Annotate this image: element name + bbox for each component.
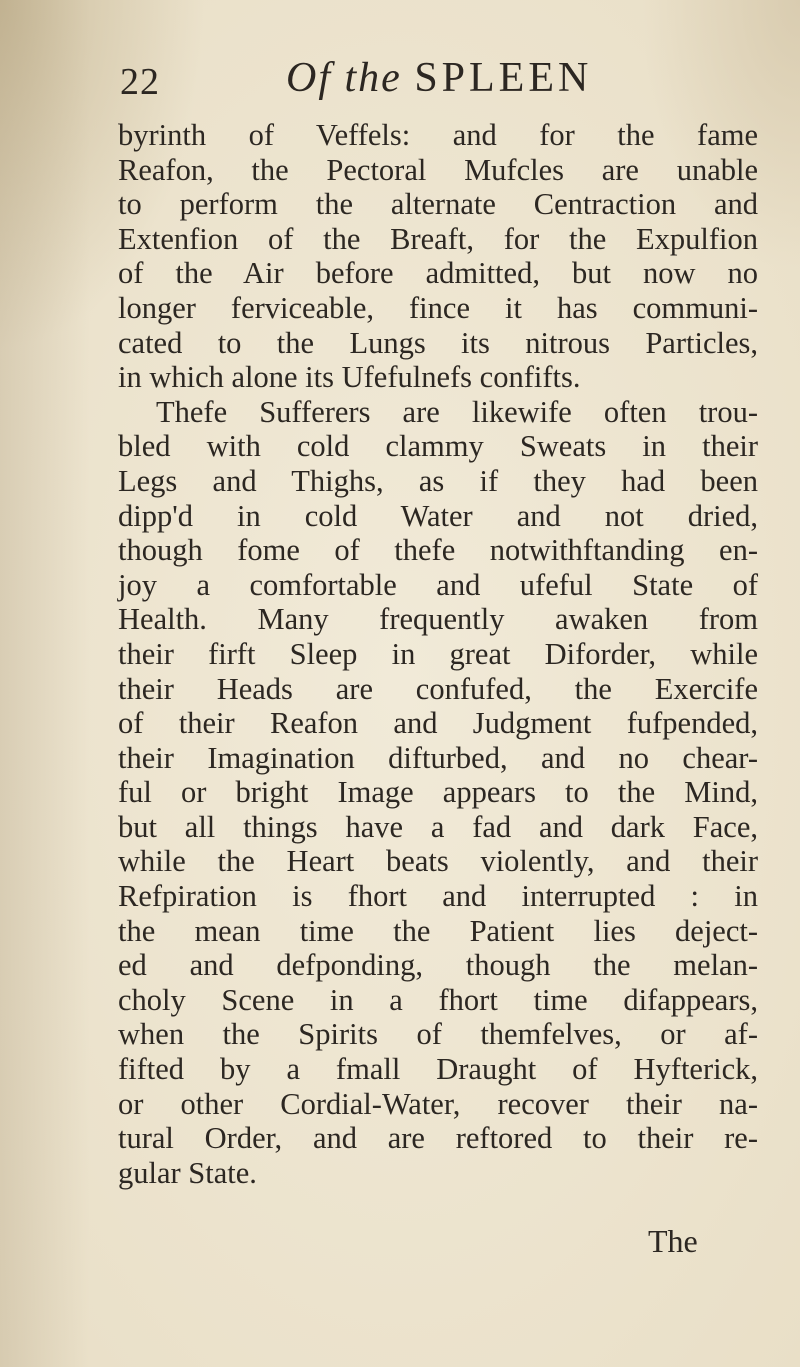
text-line: or other Cordial-Water, recover their na- bbox=[118, 1086, 758, 1121]
text-line: tural Order, and are reftored to their re- bbox=[118, 1121, 758, 1156]
text-line: fifted by a fmall Draught of Hyfterick, bbox=[118, 1052, 758, 1087]
text-line: gular State. bbox=[118, 1155, 257, 1190]
text-line: of the Air before admitted, but now no bbox=[118, 256, 758, 291]
text-line: bled with cold clammy Sweats in their bbox=[118, 429, 758, 464]
text-line: joy a comfortable and ufeful State of bbox=[118, 567, 758, 602]
text-line: the mean time the Patient lies deject- bbox=[118, 913, 758, 948]
running-head-title: SPLEEN bbox=[414, 55, 593, 101]
text-line: Refpiration is fhort and interrupted : in bbox=[118, 879, 758, 914]
text-line: Reafon, the Pectoral Mufcles are unable bbox=[118, 152, 758, 187]
text-line: ed and defponding, though the melan- bbox=[118, 948, 758, 983]
page-number: 22 bbox=[120, 61, 160, 103]
text-line: their Imagination difturbed, and no chear- bbox=[118, 740, 758, 775]
text-line: their firft Sleep in great Diforder, while bbox=[118, 636, 758, 671]
text-line: Extenfion of the Breaft, for the Expulfion bbox=[118, 221, 758, 256]
page-header bbox=[120, 54, 720, 114]
text-line: ful or bright Image appears to the Mind, bbox=[118, 775, 758, 810]
text-line: longer ferviceable, fince it has communi- bbox=[118, 290, 758, 325]
running-head bbox=[286, 54, 592, 102]
catchword: The bbox=[648, 1223, 698, 1259]
text-line: choly Scene in a fhort time difappears, bbox=[118, 982, 758, 1017]
text-line: to perform the alternate Centraction and bbox=[118, 187, 758, 222]
text-line: cated to the Lungs its nitrous Particles, bbox=[118, 325, 758, 360]
text-line: Thefe Sufferers are likewife often trou- bbox=[156, 394, 758, 429]
text-line: byrinth of Veffels: and for the fame bbox=[118, 118, 758, 152]
text-line: though fome of thefe notwithftanding en- bbox=[118, 533, 758, 568]
text-line: while the Heart beats violently, and their bbox=[118, 844, 758, 879]
text-line: their Heads are confufed, the Exercife bbox=[118, 671, 758, 706]
page-fold-shadow bbox=[0, 0, 90, 1367]
text-line: Legs and Thighs, as if they had been bbox=[118, 463, 758, 498]
text-line: when the Spirits of themfelves, or af- bbox=[118, 1017, 758, 1052]
text-line: but all things have a fad and dark Face, bbox=[118, 809, 758, 844]
text-line: in which alone its Ufefulnefs confifts. bbox=[118, 360, 581, 395]
running-head-prefix: Of the bbox=[286, 55, 402, 101]
body-text bbox=[118, 118, 758, 1190]
text-line: Health. Many frequently awaken from bbox=[118, 602, 758, 637]
text-line: of their Reafon and Judgment fufpended, bbox=[118, 706, 758, 741]
text-line: dipp'd in cold Water and not dried, bbox=[118, 498, 758, 533]
